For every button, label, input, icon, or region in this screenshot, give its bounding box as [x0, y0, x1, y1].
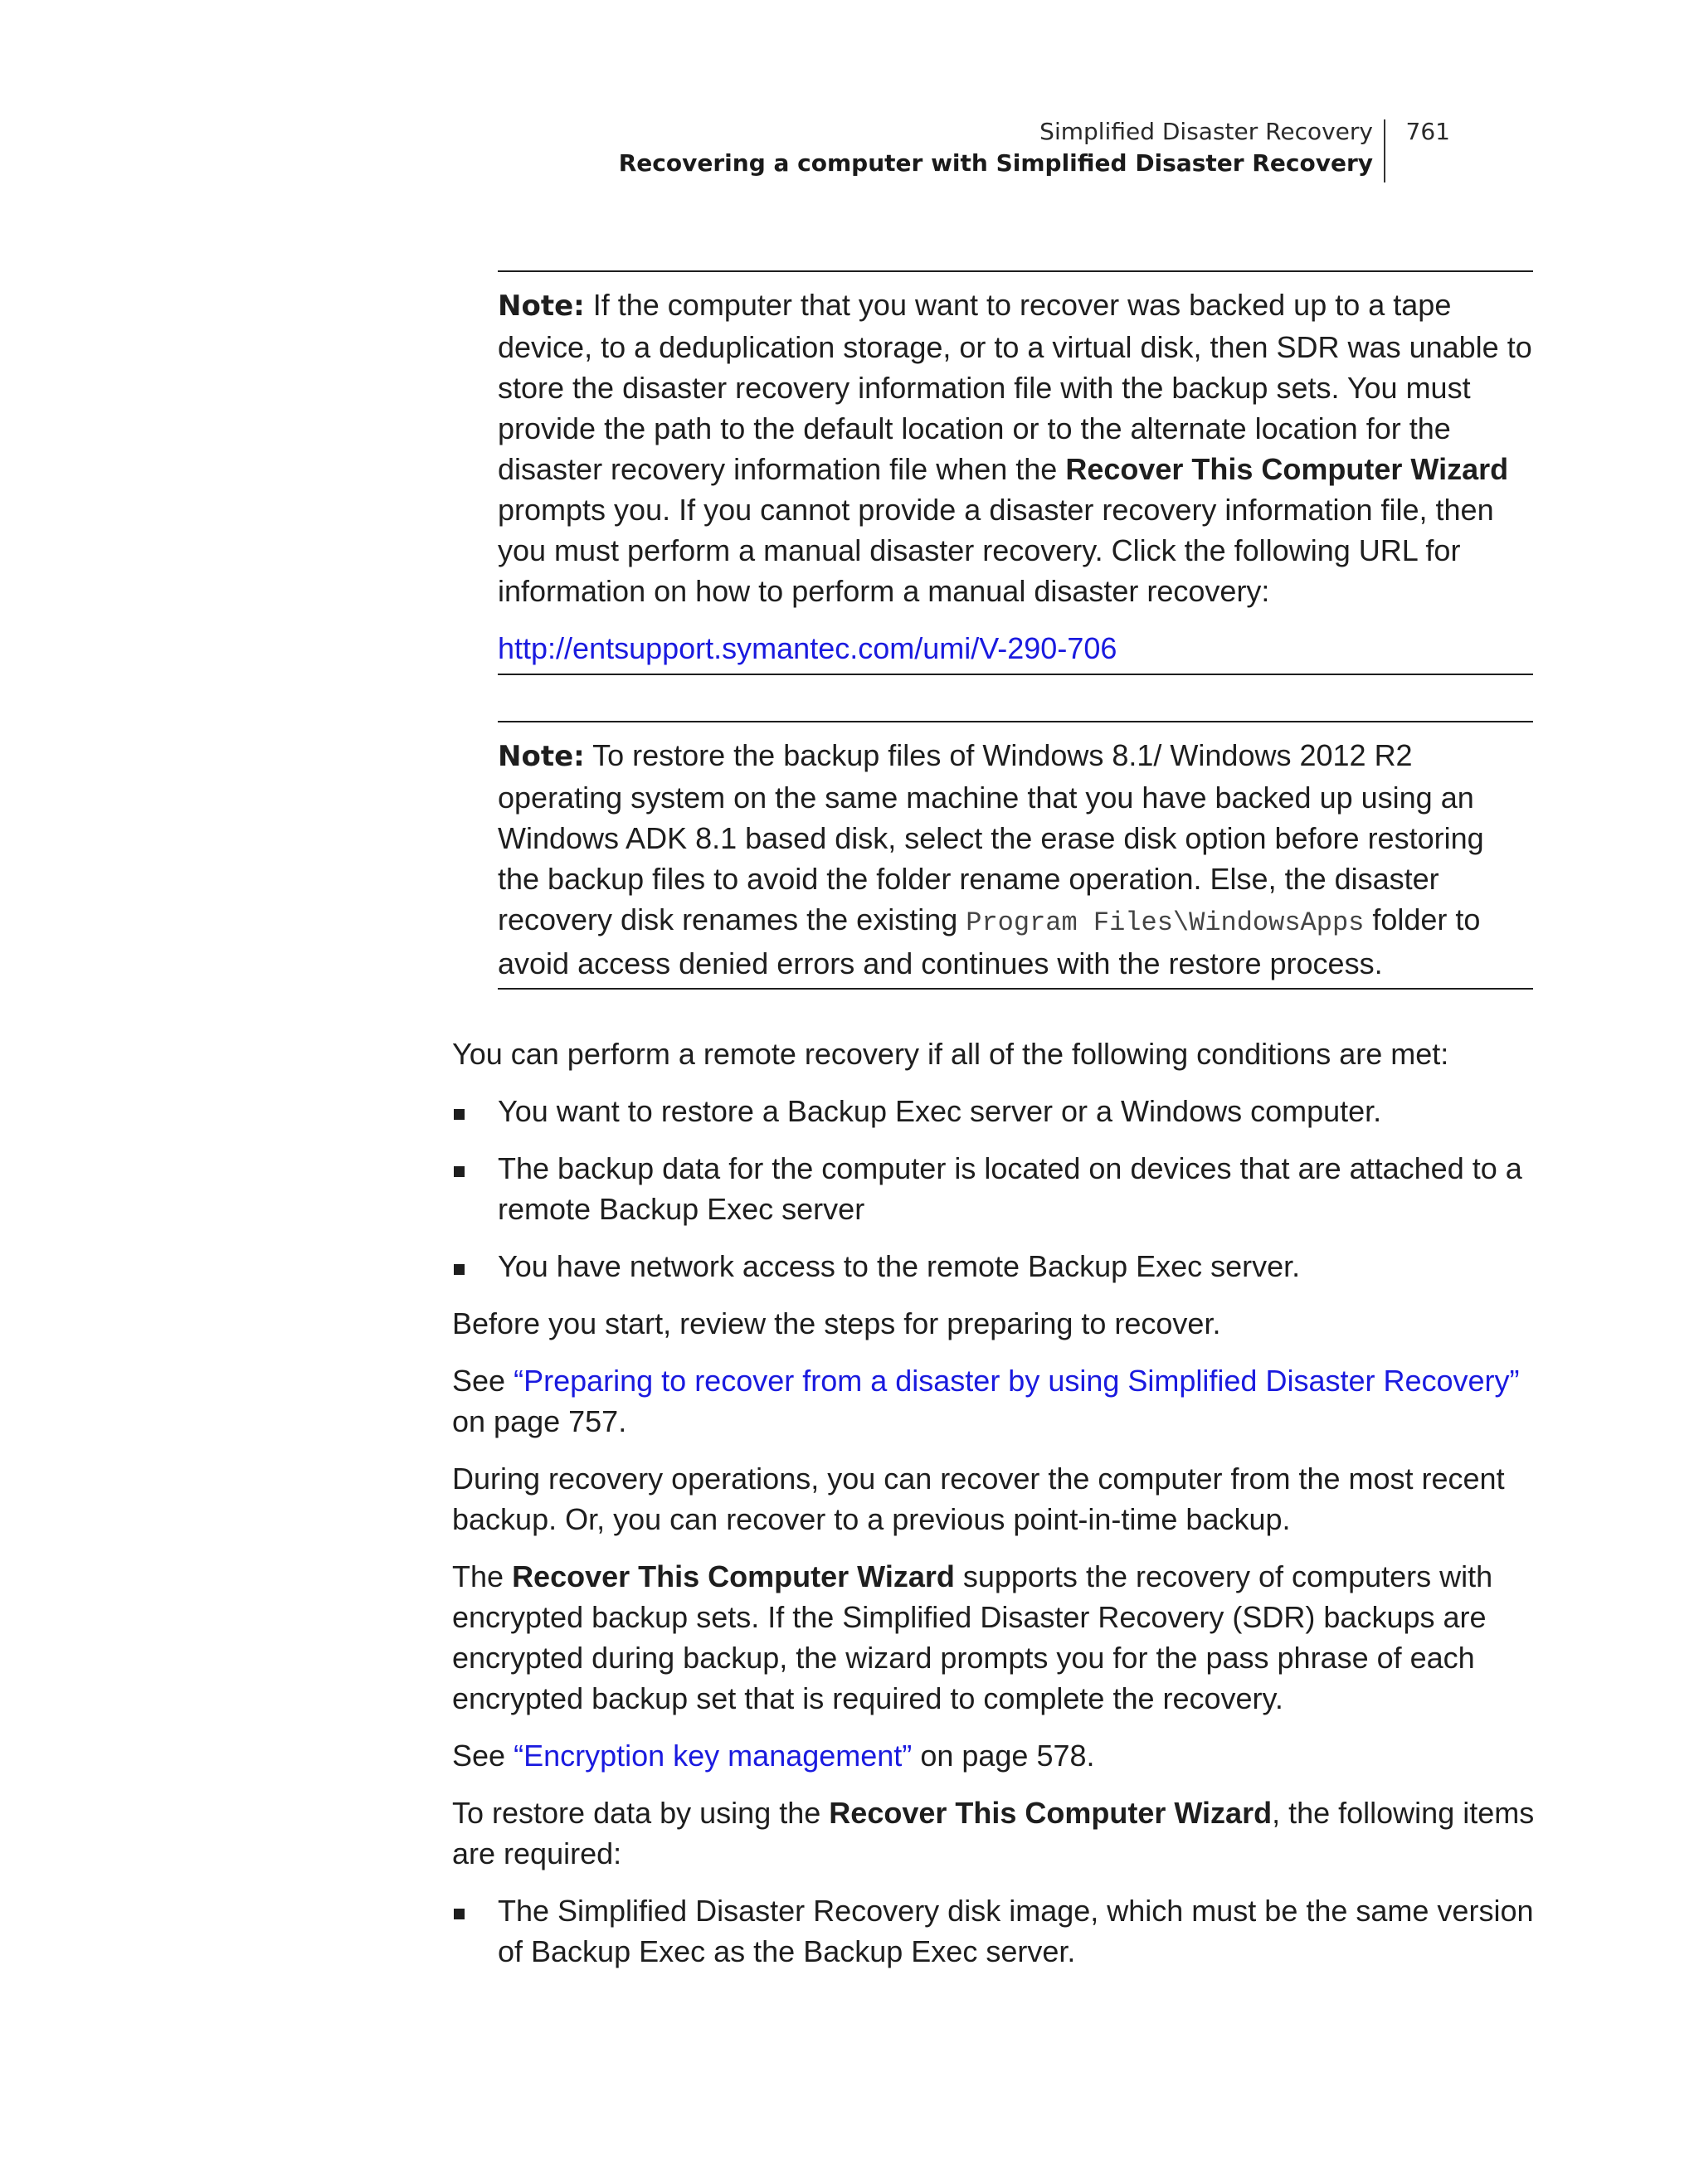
body-text	[452, 1034, 1539, 1988]
see-encryption-paragraph: See “Encryption key management” on page 578.	[452, 1739, 1095, 1773]
note-paragraph	[498, 285, 1533, 611]
encryption-key-management-link[interactable]: “Encryption key management”	[514, 1739, 913, 1773]
support-url-link[interactable]: http://entsupport.symantec.com/umi/V-290-706	[498, 631, 1117, 665]
bullet-square-icon	[454, 1264, 465, 1275]
list-item: The backup data for the computer is located on devices that are attached to a remote Backup Exec server	[452, 1148, 1539, 1229]
note-text-continued: folder to avoid access denied errors and continues with the restore process.	[498, 902, 1481, 980]
note-text-continued: prompts you. If you cannot provide a disaster recovery information file, then you must perform a manual disaster recovery. Click the following URL for information on how to perform a manual disaster recovery:	[498, 493, 1494, 608]
restore-requirements-paragraph: To restore data by using the Recover This Computer Wizard, the following items are required:	[452, 1796, 1535, 1870]
page-number: 761	[1405, 118, 1450, 145]
bullet-square-icon	[454, 1109, 465, 1120]
preparing-to-recover-link[interactable]: “Preparing to recover from a disaster by using Simplified Disaster Recovery”	[514, 1364, 1520, 1398]
folder-path-code: Program Files\WindowsApps	[966, 907, 1365, 938]
wizard-encryption-paragraph: The Recover This Computer Wizard supports the recovery of computers with encrypted backup sets. If the Simplified Disaster Recovery (SDR) backups are encrypted during backup, the wizard prompts you for the pass phrase of each encrypted backup set that is required to complete the recovery.	[452, 1559, 1493, 1715]
page-header	[618, 116, 1543, 195]
wizard-name: Recover This Computer Wizard	[829, 1796, 1273, 1830]
list-item: The Simplified Disaster Recovery disk image, which must be the same version of Backup Exec as the Backup Exec server.	[452, 1890, 1539, 1972]
remote-recovery-intro: You can perform a remote recovery if all of the following conditions are met:	[452, 1037, 1449, 1071]
note-paragraph	[498, 735, 1533, 984]
note-text: If the computer that you want to recover was backed up to a tape device, to a deduplication storage, or to a virtual disk, then SDR was unable to store the disaster recovery information file with the backup sets. You must provide the path to the default location or to the alternate location for the disaster recovery information file when the	[498, 288, 1532, 486]
section-title: Recovering a computer with Simplified Disaster Recovery	[618, 149, 1373, 177]
note-url-line	[498, 628, 1533, 669]
note-label: Note:	[498, 289, 585, 323]
required-items-list	[452, 1890, 1539, 1972]
list-item: You want to restore a Backup Exec server or a Windows computer.	[452, 1091, 1539, 1131]
list-item: You have network access to the remote Backup Exec server.	[452, 1246, 1539, 1287]
wizard-name: Recover This Computer Wizard	[1065, 452, 1509, 486]
bullet-square-icon	[454, 1909, 465, 1919]
note-tape-device	[498, 270, 1533, 675]
running-header	[619, 116, 1373, 179]
note-windows-8-1	[498, 721, 1533, 990]
during-recovery-paragraph: During recovery operations, you can recover the computer from the most recent backup. Or, you can recover to a previous point-in-time backup.	[452, 1462, 1505, 1536]
note-text: To restore the backup files of Windows 8.1/ Windows 2012 R2 operating system on the same machine that you have backed up using an Windows ADK 8.1 based disk, select the erase disk option before restoring the backup files to avoid the folder rename operation. Else, the disaster recovery disk renames the existing	[498, 738, 1484, 936]
wizard-name: Recover This Computer Wizard	[512, 1559, 955, 1593]
chapter-title: Simplified Disaster Recovery	[1039, 118, 1373, 145]
conditions-list	[452, 1091, 1539, 1287]
header-divider	[1384, 119, 1385, 182]
see-preparing-paragraph: See “Preparing to recover from a disaster by using Simplified Disaster Recovery” on page 757.	[452, 1364, 1520, 1438]
note-label: Note:	[498, 740, 585, 773]
before-start-paragraph: Before you start, review the steps for preparing to recover.	[452, 1306, 1221, 1340]
bullet-square-icon	[454, 1166, 465, 1177]
